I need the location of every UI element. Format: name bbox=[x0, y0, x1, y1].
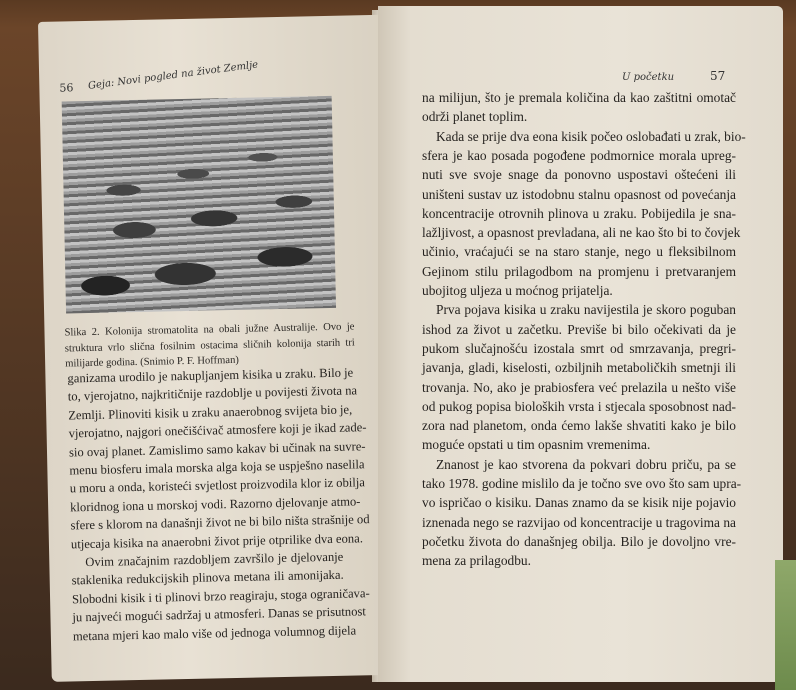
running-head-text: U početku bbox=[622, 72, 675, 83]
text-line: Znanost je kao stvorena da pokvari dobru priču, pa se bbox=[436, 456, 736, 472]
text-line: održi planet toplim. bbox=[422, 109, 528, 125]
running-head-left bbox=[87, 58, 259, 92]
text-line: uništeni sustav uz istodobnu stalnu opasnost od povećanja bbox=[422, 186, 736, 202]
text-line: na milijun, što je premala količina da kao zaštitni omotač bbox=[422, 90, 736, 105]
text-line: to, vjerojatno, najkritičnije razdoblje u povijesti života na bbox=[67, 383, 358, 404]
text-line: trovanja. No, ako je prabiosfera već prelazila u nešto više bbox=[422, 379, 736, 395]
text-line: menu biosferu imala morska alga koja se uspješno naselila bbox=[69, 457, 365, 478]
text-line: Zemlji. Plinoviti kisik u zraku anaerobnog svijeta bio je, bbox=[68, 402, 353, 423]
text-line: vjerojatno, najgori onečišćivač atmosfere koji je ikad zade- bbox=[68, 420, 367, 441]
text-line: Gejinom stilu prilagodbom na promjenu i pretvaranjem bbox=[422, 263, 736, 279]
right-page bbox=[378, 6, 783, 682]
text-line: mena za prilagodbu. bbox=[422, 553, 531, 569]
text-line: Kada se prije dva eona kisik počeo oslobađati u zrak, bio- bbox=[436, 128, 746, 144]
text-line: ganizama urodilo je nakupljanjem kisika u zraku. Bilo je bbox=[67, 365, 354, 386]
caption-line: struktura vrlo slična fosilnim ostacima sličnih kolonija starih tri bbox=[64, 336, 355, 355]
stromatolite-photo bbox=[62, 96, 336, 314]
text-line: ju najveći mogući sadržaj u atmosferi. Danas se prisutnost bbox=[72, 604, 367, 625]
text-line: sfere s klorom na današnji život ne bi bilo ništa strašnije od bbox=[70, 512, 370, 533]
text-line: koncentracije otrovnih plinova u zraku. Pobijedila je sna- bbox=[422, 205, 736, 221]
text-line: iznenada nego se razvijao od koncentracije u tragovima na bbox=[422, 514, 736, 530]
text-line: u moru a onda, koristeći svjetlost proizvodila klor iz obilja bbox=[69, 475, 366, 496]
text-line: od pukog popisa bioloških vrsta i stjecala sposobnost nad- bbox=[422, 398, 736, 414]
text-line: tako 1978. godine mislilo da je točno sve ovo što sam upra- bbox=[422, 476, 742, 491]
text-line: utjecaja kisika na anaerobni život prije otprilike dva eona. bbox=[70, 530, 364, 552]
running-head-right bbox=[622, 70, 674, 83]
text-line: lažljivost, a opasnost prevladana, ali ne kao što bi to čovjek bbox=[422, 225, 741, 241]
text-line: ishod za život u začetku. Previše bi bilo očekivati da je bbox=[422, 321, 736, 337]
text-line: učinio, vraćajući se na staro stanje, nego u fleksibilnom bbox=[422, 244, 736, 260]
text-line: kloridnog iona u morskoj vodi. Razorno djelovanje atmo- bbox=[70, 494, 361, 515]
text-line: vo ispričao o kisiku. Danas znamo da se kisik nije pojavio bbox=[422, 495, 736, 511]
book-cover-edge bbox=[775, 560, 796, 690]
text-line: ubojitog uljeza u moćnog prijatelja. bbox=[422, 283, 613, 298]
text-line: staklenika redukcijskih plinova metana ili amonijaka. bbox=[71, 568, 344, 588]
text-line: metana mjeri kao malo više od jednoga volumnog dijela bbox=[72, 623, 357, 643]
left-page bbox=[38, 15, 397, 682]
page-number-left: 56 bbox=[59, 81, 74, 95]
text-line: pukom slučajnošću izostala smrt od smrzavanja, pregri- bbox=[422, 340, 736, 356]
text-line: sfera je kao posada pogođene podmornice morala upreg- bbox=[422, 147, 736, 163]
text-line: javanja, gladi, kiselosti, ozbiljnih metaboličkih smetnji ili bbox=[422, 360, 736, 376]
text-line: početku života do današnjeg obilja. Bilo je dovoljno vre- bbox=[422, 533, 736, 549]
text-line: Prva pojava kisika u zraku navijestila je skoro poguban bbox=[436, 302, 736, 318]
text-line: Ovim značajnim razdobljem završilo je djelovanje bbox=[85, 549, 344, 570]
caption-line: Slika 2. Kolonija stromatolita na obali južne Australije. Ovo je bbox=[64, 321, 355, 339]
text-line: Slobodni kisik i ti plinovi brzo reagiraju, stoga ograničava- bbox=[71, 585, 370, 607]
text-line: moguće opstati u tim opasnim vremenima. bbox=[422, 437, 651, 453]
page-number-right: 57 bbox=[710, 69, 726, 83]
text-line: zora nad planetom, onda ćemo lakše shvatiti kako je bilo bbox=[422, 418, 736, 434]
running-head-text: Geja: Novi pogled na život Zemlje bbox=[87, 59, 259, 92]
text-line: sio ovaj planet. Zamislimo samo kakav bi učinak na suvre- bbox=[68, 438, 366, 460]
caption-line: milijarde godina. (Snimio P. F. Hoffman) bbox=[65, 354, 239, 370]
text-line: nuti sve svoje snage da ponovno uspostavi oštećeni ili bbox=[422, 167, 736, 183]
